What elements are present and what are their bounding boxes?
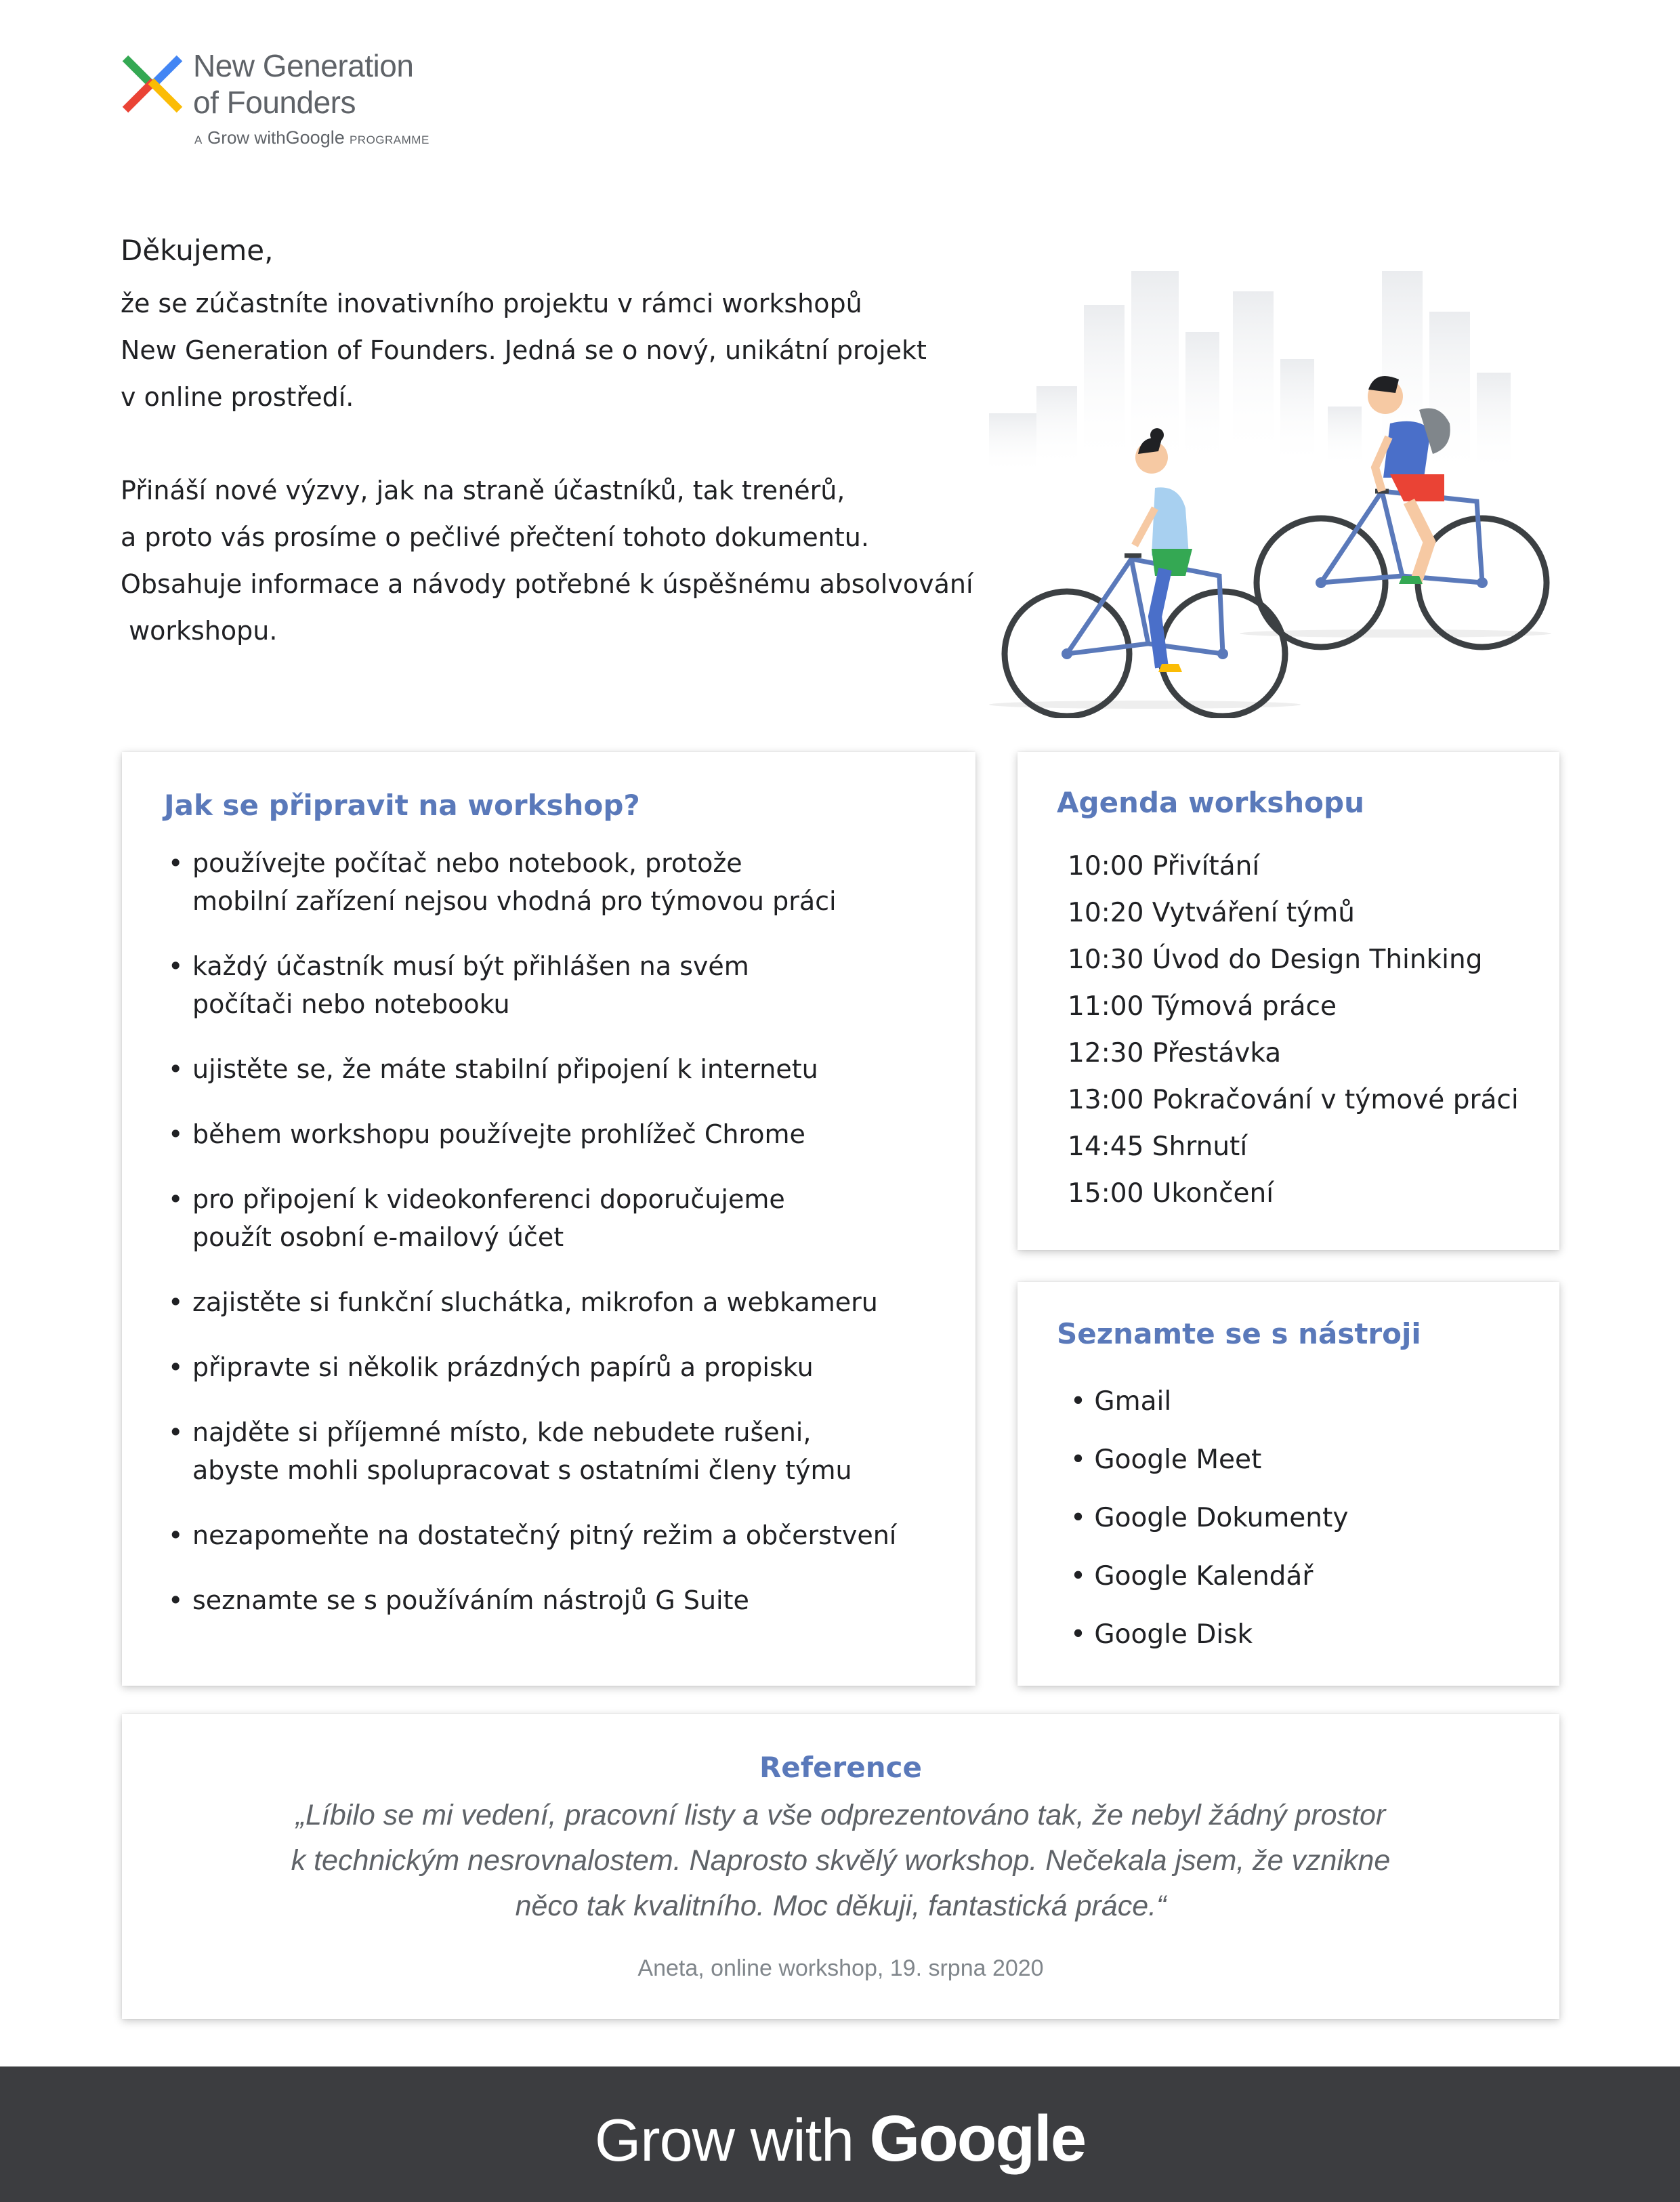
preparation-list	[164, 844, 963, 1646]
quote-line: něco tak kvalitního. Moc děkuji, fantastická práce.“	[515, 1890, 1167, 1922]
intro-line: a proto vás prosíme o pečlivé přečtení tohoto dokumentu.	[121, 522, 869, 552]
intro-line: Přináší nové výzvy, jak na straně účastníků, tak trenérů,	[121, 476, 845, 505]
agenda-list	[1068, 843, 1519, 1217]
logo	[119, 47, 498, 156]
quote-line: k technickým nesrovnalostem. Naprosto skvělý workshop. Nečekala jsem, že vznikne	[291, 1844, 1391, 1877]
cyclists-illustration	[975, 257, 1565, 718]
reference-card	[122, 1714, 1559, 2019]
tool-item: • Google Disk	[1070, 1619, 1253, 1650]
preparation-title: Jak se připravit na workshop?	[164, 789, 640, 822]
intro-line: New Generation of Founders. Jedná se o nový, unikátní projekt	[121, 335, 927, 365]
agenda-item: 10:30 Úvod do Design Thinking	[1068, 944, 1483, 975]
list-item: • nezapomeňte na dostatečný pitný režim a občerstvení	[168, 1520, 897, 1550]
list-item: • během workshopu používejte prohlížeč Chrome	[168, 1119, 805, 1149]
list-item: • najděte si příjemné místo, kde nebudete rušeni, abyste mohli spolupracovat s ostatními členy týmu	[168, 1417, 852, 1485]
agenda-title: Agenda workshopu	[1057, 786, 1365, 819]
agenda-item: 15:00 Ukončení	[1068, 1178, 1274, 1209]
tools-list	[1070, 1373, 1348, 1664]
reference-author: Aneta, online workshop, 19. srpna 2020	[637, 1955, 1044, 1981]
footer-google: Google	[869, 2102, 1086, 2175]
sub-prefix: A	[194, 133, 203, 146]
footer-logo	[0, 2102, 1680, 2176]
footer-grow-with: Grow with	[594, 2106, 854, 2174]
list-item: • pro připojení k videokonferenci doporučujeme použít osobní e-mailový účet	[168, 1184, 785, 1252]
quote-line: „Líbilo se mi vedení, pracovní listy a vše odprezentováno tak, že nebyl žádný prostor	[295, 1799, 1386, 1831]
agenda-item: 10:20 Vytváření týmů	[1068, 898, 1355, 928]
greeting: Děkujeme,	[121, 234, 274, 267]
intro-line: Obsahuje informace a návody potřebné k úspěšnému absolvování	[121, 569, 973, 599]
tool-item: • Google Kalendář	[1070, 1561, 1314, 1592]
sub-grow: Grow with	[207, 127, 286, 148]
footer	[0, 2066, 1680, 2202]
tool-item: • Google Dokumenty	[1070, 1503, 1349, 1533]
list-item: • každý účastník musí být přihlášen na svém počítači nebo notebooku	[168, 951, 749, 1019]
tool-item: • Gmail	[1070, 1386, 1172, 1417]
list-item: • seznamte se s používáním nástrojů G Suite	[168, 1585, 749, 1615]
tool-item: • Google Meet	[1070, 1445, 1262, 1475]
sub-google: Google	[285, 127, 345, 148]
brand-line-1: New Generation	[193, 48, 414, 83]
tools-card	[1017, 1282, 1559, 1686]
intro-line: workshopu.	[121, 616, 278, 646]
colored-x-icon	[119, 50, 186, 118]
preparation-card	[122, 752, 975, 1686]
agenda-item: 12:30 Přestávka	[1068, 1038, 1282, 1068]
list-item: • připravte si několik prázdných papírů a propisku	[168, 1352, 814, 1382]
agenda-card	[1017, 752, 1559, 1250]
agenda-item: 13:00 Pokračování v týmové práci	[1068, 1085, 1519, 1115]
reference-quote	[122, 1793, 1559, 1929]
tools-title: Seznamte se s nástroji	[1057, 1317, 1421, 1350]
agenda-item: 11:00 Týmová práce	[1068, 991, 1337, 1022]
agenda-item: 14:45 Shrnutí	[1068, 1131, 1248, 1162]
reference-title: Reference	[759, 1751, 923, 1784]
list-item: • používejte počítač nebo notebook, protože mobilní zařízení nejsou vhodná pro týmovou práci	[168, 848, 837, 916]
brand-subtitle	[194, 127, 429, 148]
brand-name	[193, 47, 413, 121]
intro-section	[121, 230, 1069, 655]
list-item: • zajistěte si funkční sluchátka, mikrofon a webkameru	[168, 1287, 878, 1317]
intro-line: v online prostředí.	[121, 382, 354, 412]
brand-line-2: of Founders	[193, 85, 356, 120]
sub-programme: PROGRAMME	[349, 133, 429, 146]
agenda-item: 10:00 Přivítání	[1068, 851, 1260, 881]
intro-line: že se zúčastníte inovativního projektu v rámci workshopů	[121, 289, 862, 318]
list-item: • ujistěte se, že máte stabilní připojení k internetu	[168, 1054, 818, 1084]
